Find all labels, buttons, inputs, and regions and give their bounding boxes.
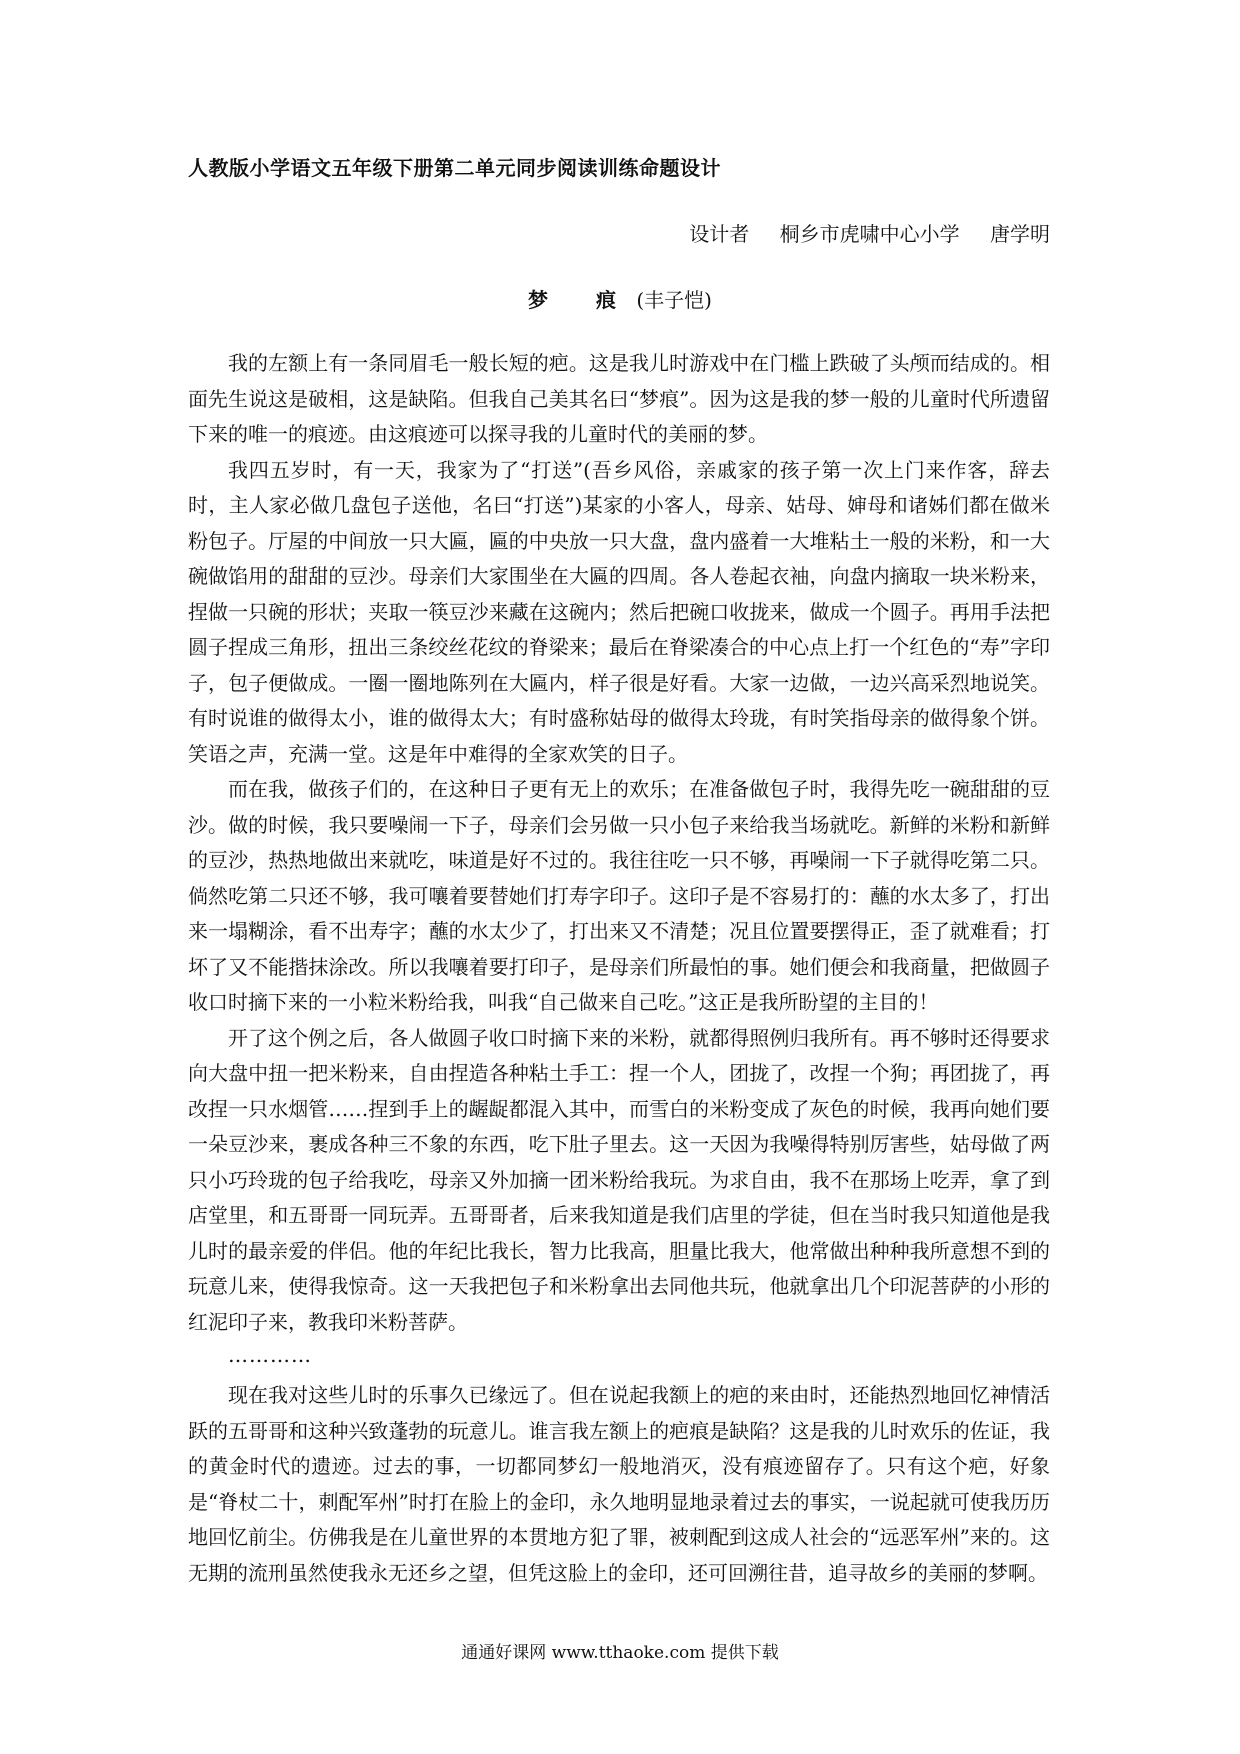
paragraph-3: 而在我，做孩子们的，在这种日子更有无上的欢乐；在准备做包子时，我得先吃一碗甜甜的豆沙。做的时候，我只要噪闹一下子，母亲们会另做一只小包子来给我当场就吃。新鲜的米粉和新鲜的豆沙，热热地做出来就吃，味道是好不过的。我往往吃一只不够，再噪闹一下子就得吃第二只。倘然吃第二只还不够，我可嚷着要替她们打寿字印子。这印子是不容易打的：蘸的水太多了，打出来一塌糊涂，看不出寿字；蘸的水太少了，打出来又不清楚；况且位置要摆得正，歪了就难看；打坏了又不能揩抹涂改。所以我嚷着要打印子，是母亲们所最怕的事。她们便会和我商量，把做圆子收口时摘下来的一小粒米粉给我，叫我“自己做来自己吃。”这正是我所盼望的主目的！ [188, 777, 1050, 1014]
ellipsis-line: ………… [228, 1343, 312, 1367]
designer-school: 桐乡市虎啸中心小学 [779, 222, 960, 246]
essay-heading [0, 284, 1240, 313]
essay-body [188, 346, 1050, 1591]
paragraph-2: 我四五岁时，有一天，我家为了“打送”(吾乡风俗，亲戚家的孩子第一次上门来作客，辞去时，主人家必做几盘包子送他，名曰“打送”)某家的小客人，母亲、姑母、婶母和诸姊们都在做米粉包子。厅屋的中间放一只大匾，匾的中央放一只大盘，盘内盛着一大堆粘土一般的米粉，和一大碗做馅用的甜甜的豆沙。母亲们大家围坐在大匾的四周。各人卷起衣袖，向盘内摘取一块米粉来，捏做一只碗的形状；夹取一筷豆沙来藏在这碗内；然后把碗口收拢来，做成一个圆子。再用手法把圆子捏成三角形，扭出三条绞丝花纹的脊梁来；最后在脊梁凑合的中心点上打一个红色的“寿”字印子，包子便做成。一圈一圈地陈列在大匾内，样子很是好看。大家一边做，一边兴高采烈地说笑。有时说谁的做得太小，谁的做得太大；有时盛称姑母的做得太玲珑，有时笑指母亲的做得象个饼。笑语之声，充满一堂。这是年中难得的全家欢笑的日子。 [188, 457, 1050, 766]
paragraph-1: 我的左额上有一条同眉毛一般长短的疤。这是我儿时游戏中在门槛上跌破了头颅而结成的。相面先生说这是破相，这是缺陷。但我自己美其名曰“梦痕”。因为这是我的梦一般的儿童时代所遗留下来的唯一的痕迹。由这痕迹可以探寻我的儿童时代的美丽的梦。 [188, 351, 1050, 446]
paragraph-5: 现在我对这些儿时的乐事久已缘远了。但在说起我额上的疤的来由时，还能热烈地回忆神情活跃的五哥哥和这种兴致蓬勃的玩意儿。谁言我左额上的疤痕是缺陷？这是我的儿时欢乐的佐证，我的黄金时代的遗迹。过去的事，一切都同梦幻一般地消灭，没有痕迹留存了。只有这个疤，好象是“脊杖二十，刺配军州”时打在脸上的金印，永久地明显地录着过去的事实，一说起就可使我历历地回忆前尘。仿佛我是在儿童世界的本贯地方犯了罪，被刺配到这成人社会的“远恶军州”来的。这无期的流刑虽然使我永无还乡之望，但凭这脸上的金印，还可回溯往昔，追寻故乡的美丽的梦啊。 [188, 1383, 1050, 1585]
designer-line [689, 218, 1050, 247]
essay-author: (丰子恺) [636, 288, 712, 312]
essay-title: 梦 痕 [528, 288, 631, 312]
footer-credit: 通通好课网 www.tthaoke.com 提供下载 [461, 1643, 779, 1663]
designer-name: 唐学明 [990, 222, 1050, 246]
designer-role: 设计者 [689, 222, 750, 246]
document-title: 人教版小学语文五年级下册第二单元同步阅读训练命题设计 [188, 156, 721, 180]
paragraph-4: 开了这个例之后，各人做圆子收口时摘下来的米粉，就都得照例归我所有。再不够时还得要求向大盘中扭一把米粉来，自由捏造各种粘土手工：捏一个人，团拢了，改捏一个狗；再团拢了，再改捏一只水烟管……捏到手上的龌龊都混入其中，而雪白的米粉变成了灰色的时候，我再向她们要一朵豆沙来，裹成各种三不象的东西，吃下肚子里去。这一天因为我噪得特别厉害些，姑母做了两只小巧玲珑的包子给我吃，母亲又外加摘一团米粉给我玩。为求自由，我不在那场上吃弄，拿了到店堂里，和五哥哥一同玩弄。五哥哥者，后来我知道是我们店里的学徒，但在当时我只知道他是我儿时的最亲爱的伴侣。他的年纪比我长，智力比我高，胆量比我大，他常做出种种我所意想不到的玩意儿来，使得我惊奇。这一天我把包子和米粉拿出去同他共玩，他就拿出几个印泥菩萨的小形的红泥印子来，教我印米粉菩萨。 [188, 1025, 1050, 1334]
